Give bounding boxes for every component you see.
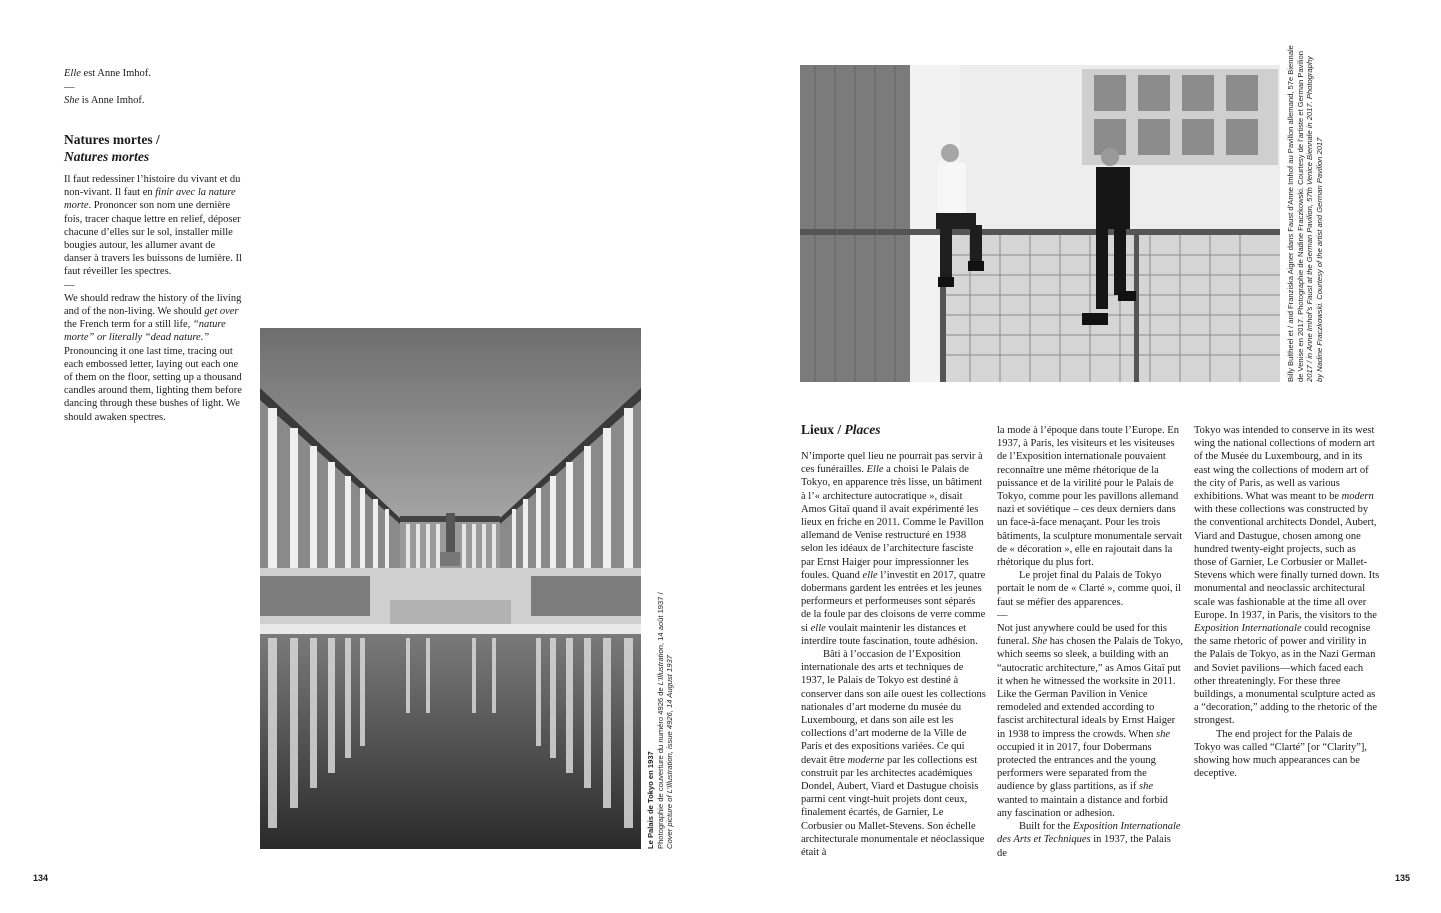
left-column-text	[64, 173, 244, 424]
right-column-1	[801, 450, 987, 859]
col2-p2: Le projet final du Palais de Tokyo portait le nom de « Clarté », comme quoi, il faut se méfier des apparences.	[997, 570, 1182, 608]
col2-p4: Built for the Exposition Internationale des Arts et Techniques in 1937, the Palais de	[997, 821, 1181, 859]
col1-p1: N’importe quel lieu ne pourrait pas servir à ces funérailles. Elle a choisi le Palais de Tokyo, en apparence très lisse, un bâtiment à l’« architecture autocratique », disait Amos Gitaï quand il avait expérimenté les lieux en friche en 2011. Comme le Pavillon allemand de Venise restructuré en 1938 selon les idéaux de l’architecture fasciste par Ernst Haiger pour impressionner les foules. Quand elle l’investit en 2017, quatre dobermans gardent les entrées et les jeunes performeurs et performeuses sont séparés de la foule par des cloisons de verre comme si elle voulait maintenir les distances et interdire toute fascination, toute adhésion.	[801, 451, 986, 647]
col2-dash: —	[997, 609, 1008, 621]
folio-left: 134	[33, 873, 49, 883]
col3-p2: The end project for the Palais de Tokyo was called “Clarté” [or “Clarity”], showing how much appearances can be deceptive.	[1194, 728, 1368, 780]
col2-p3: Not just anywhere could be used for this funeral. She has chosen the Palais de Tokyo, which seems so sleek, a building with an “autocratic architecture,” as Amos Gitaï put it when he witnessed the worksite in 2011. Like the German Pavilion in Venice remodeled and extended according to fascist architectural ideals by Ernst Haiger in 1938 to impress the crowds. When she occupied it in 2017, four Dobermans protected the entrances and the young performers were separated from the audience by glass partitions, as if she wanted to maintain a distance and forbid any fascination or adhesion.	[997, 623, 1183, 819]
venice-pavilion-photo	[800, 65, 1280, 382]
palais-caption-title: Le Palais de Tokyo en 1937	[646, 751, 655, 849]
venice-caption-line3: 2017 / in Anne Imhof’s Faust at the German Pavilion, 57th Venice Biennale in 2017. Photography	[1305, 56, 1315, 382]
section-dash: —	[64, 279, 75, 291]
palais-photo-caption	[646, 592, 675, 849]
palais-de-tokyo-photo	[260, 328, 641, 849]
folio-right: 135	[1395, 873, 1411, 883]
intro-fr: Elle est Anne Imhof.	[64, 68, 151, 79]
palais-caption-line3: Cover picture of L’Illustration, issue 4926, 14 August 1937	[665, 655, 675, 849]
fr-paragraph: Il faut redessiner l’histoire du vivant et du non-vivant. Il faut en finir avec la nature morte. Prononcer son nom une dernière fois, tracer chaque lettre en relief, déposer chacune d’elles sur le sol, installer mille bougies autour, les allumer avant de danser à travers les buissons de lumière. Il faut réveiller les spectres.	[64, 174, 242, 278]
venice-caption-line1: Billy Bultheel et / and Franziska Aigner dans Faust d’Anne Imhof au Pavillon allemand, 57e Biennale	[1286, 45, 1295, 382]
right-column-2	[997, 424, 1183, 860]
venice-caption-line2: de Venise en 2017. Photographie de Nadine Fraczkowski. Courtesy de l’artiste et German Pavilion	[1295, 51, 1305, 382]
col3-p1: Tokyo was intended to conserve in its west wing the national collections of modern art of the Musée du Luxembourg, and in its east wing the collections of modern art of the city of Paris, as well as various exhibitions. What was meant to be modern with these collections was constructed by the conventional architects Dondel, Aubert, Viard and Dastugue, chosen among one hundred twenty-eight projects, such as those of Garnier, Le Corbusier or Mallet-Stevens which were finally turned down. Its monumental and neoclassic architectural scale was fashionable at the time all over Europe. In 1937, in Paris, the visitors to the Exposition Internationale could recognise the same rhetoric of power and virility in the Palais de Tokyo, as in the Nazi German and Soviet pavilions—which faced each other threateningly. For these three buildings, a monumental sculpture acted as a “decoration,” adding to the rhetoric of the strongest.	[1194, 425, 1380, 727]
intro-dash: —	[64, 82, 75, 94]
heading-natures-mortes: Natures mortes / Natures mortes	[64, 132, 160, 164]
palais-de-tokyo-photo-art	[260, 328, 641, 849]
intro-en: She is Anne Imhof.	[64, 95, 145, 107]
col2-p1: la mode à l’époque dans toute l’Europe. En 1937, à Paris, les visiteurs et les visiteuses de l’Exposition internationale pouvaient reconnaître une même rhétorique de la puissance et de la virilité pour le Palais de Tokyo, comme pour les pavillons allemand nazi et soviétique – ces deux derniers dans un face-à-face menaçant. Pour les trois bâtiments, la sculpture monumentale servait de « décoration », elle en rajoutait dans la rhétorique du plus fort.	[997, 425, 1183, 569]
col1-p2: Bâti à l’occasion de l’Exposition internationale des arts et techniques de 1937, le Palais de Tokyo est destiné à conserver dans son aile ouest les collections nationales d’art moderne du musée du Luxembourg, et dans son aile est les collections d’art moderne de la Ville de Paris et des expositions variées. Ce qui devait être moderne par les collections est construit par les architectes académiques Dondel, Aubert, Viard et Dastugue choisis parmi cent vingt-huit projets dont ceux, finalement écartés, de Garnier, Le Corbusier ou Mallet-Stevens. Son échelle architecturale monumentale et néoclassique était à	[801, 649, 986, 859]
palais-caption-line2: Photographie de couverture du numéro 4926 de L’Illustration, 14 août 1937 /	[655, 592, 665, 849]
right-column-3	[1194, 424, 1380, 780]
venice-pavilion-photo-art	[800, 65, 1280, 382]
en-paragraph: We should redraw the history of the living and of the non-living. We should get over the French term for a still life, “nature morte” or literally “dead nature.” Pronouncing it one last time, tracing out each embossed letter, laying out each one of them on the floor, setting up a thousand candles around them, lighting them before dancing through these bushes of light. We should awaken spectres.	[64, 292, 242, 423]
intro-block	[64, 67, 254, 108]
heading-lieux: Lieux / Places	[801, 422, 881, 437]
venice-caption-line4: by Nadine Fraczkowski. Courtesy of the artist and German Pavilion 2017	[1314, 137, 1324, 382]
venice-photo-caption	[1286, 45, 1324, 382]
